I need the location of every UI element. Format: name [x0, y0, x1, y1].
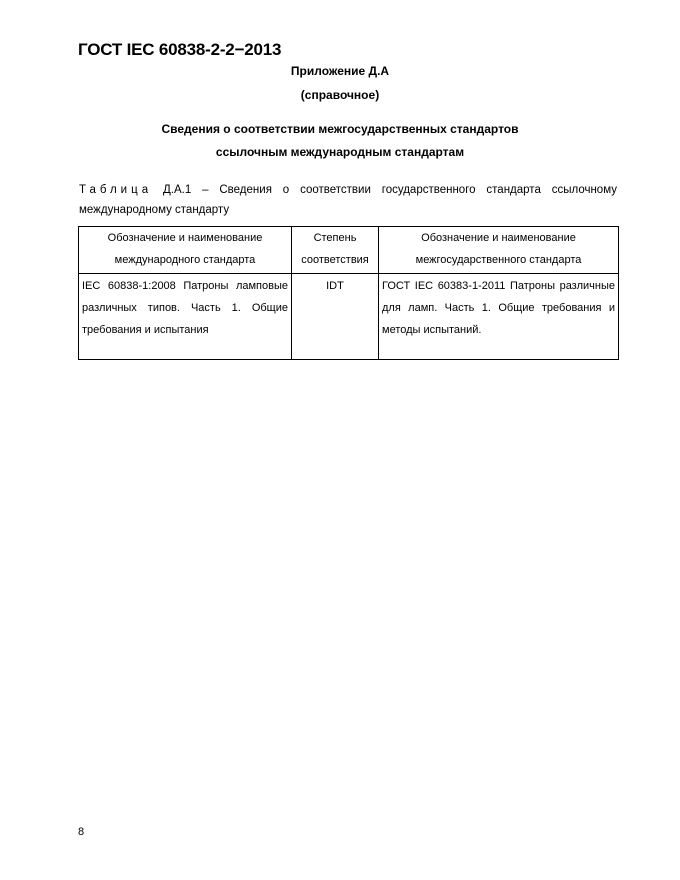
page-header-title: ГОСТ IEC 60838-2-2−2013	[78, 40, 282, 59]
table-header-row	[79, 227, 619, 274]
cell-international-standard: IEC 60838-1:2008 Патроны ламповые различных типов. Часть 1. Общие требования и испытания	[79, 274, 292, 360]
cell-degree: IDT	[292, 274, 379, 360]
column-header-degree: Степень соответствия	[292, 227, 379, 274]
page-number: 8	[78, 826, 85, 838]
correspondence-table	[78, 226, 619, 360]
cell-interstate-standard: ГОСТ IEC 60383-1-2011 Патроны различные для ламп. Часть 1. Общие требования и методы испытаний.	[379, 274, 619, 360]
table-caption	[79, 180, 617, 220]
annex-title: Приложение Д.А	[290, 64, 390, 78]
table-caption-lead: Таблица	[79, 184, 153, 196]
column-header-international: Обозначение и наименование международного стандарта	[79, 227, 292, 274]
table-caption-text: Д.А.1 – Сведения о соответствии государственного стандарта ссылочному международному стандарту	[79, 184, 617, 216]
section-title-line-1: Сведения о соответствии межгосударственных стандартов	[161, 122, 519, 136]
section-title-line-2: ссылочным международным стандартам	[215, 145, 465, 159]
column-header-interstate: Обозначение и наименование межгосударственного стандарта	[379, 227, 619, 274]
table-row	[79, 274, 619, 360]
annex-kind: (справочное)	[300, 88, 380, 102]
